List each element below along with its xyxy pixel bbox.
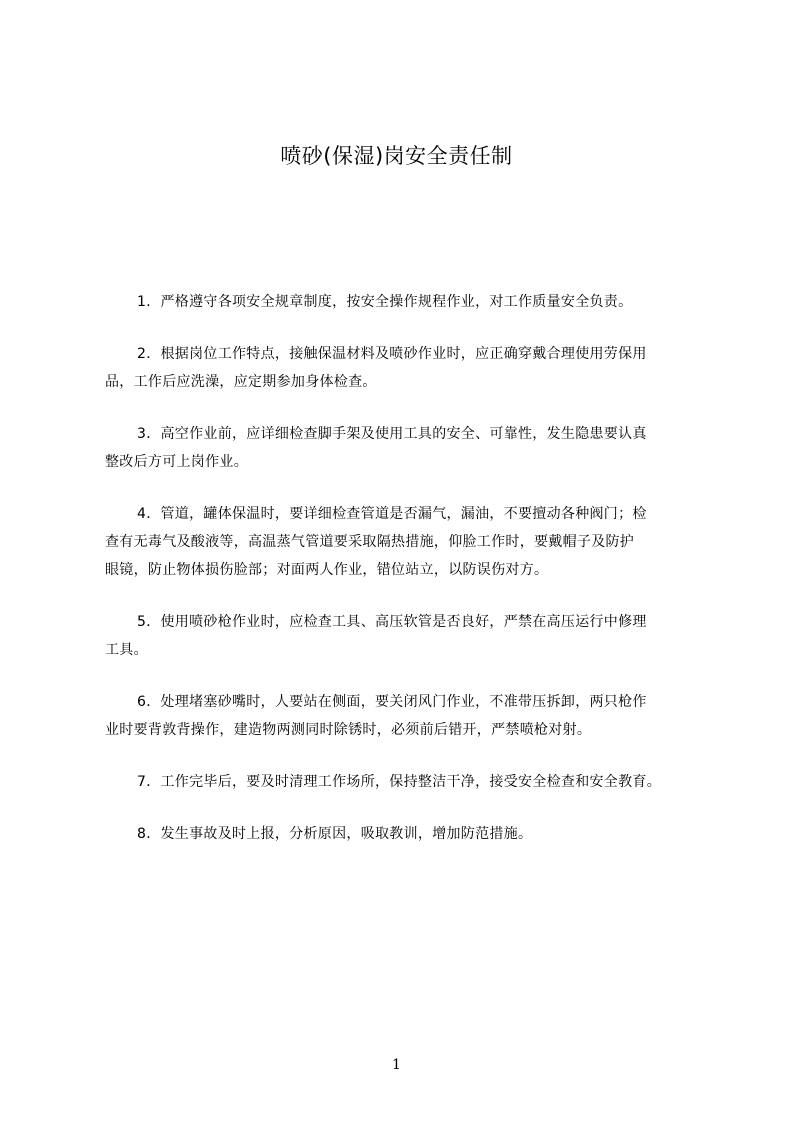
clause-line: 品，工作后应洗澡，应定期参加身体检查。: [105, 374, 377, 390]
clause-line: 7．工作完毕后，要及时清理工作场所，保持整洁干净，接受安全检查和安全教育。: [137, 774, 662, 790]
clause-line: 3．高空作业前，应详细检查脚手架及使用工具的安全、可靠性，发生隐患要认真: [137, 426, 647, 442]
clause-1: [105, 288, 715, 316]
document-title: 喷砂(保湿)岗安全责任制: [280, 144, 513, 168]
clause-8: [105, 820, 715, 848]
clause-line: 4．管道，罐体保温时，要详细检查管道是否漏气，漏油，不要擅动各种阀门；检: [137, 506, 647, 522]
clause-line: 5．使用喷砂枪作业时，应检查工具、高压软管是否良好，严禁在高压运行中修理: [137, 614, 647, 630]
clause-3: [105, 420, 715, 476]
clause-line: 1．严格遵守各项安全规章制度，按安全操作规程作业，对工作质量安全负责。: [137, 294, 633, 310]
clause-6: [105, 688, 715, 744]
clause-line: 工具。: [105, 642, 148, 658]
page-number: 1: [392, 1057, 401, 1073]
clause-list: [105, 288, 715, 872]
clause-line: 业时要背敦背操作，建造物两测同时除锈时，必须前后错开，严禁喷枪对射。: [105, 722, 592, 738]
clause-line: 6．处理堵塞砂嘴时，人要站在侧面，要关闭风门作业，不准带压拆卸，两只枪作: [137, 694, 647, 710]
clause-line: 眼镜，防止物体损伤脸部；对面两人作业，错位站立，以防误伤对方。: [105, 562, 549, 578]
clause-2: [105, 340, 715, 396]
clause-7: [105, 768, 715, 796]
clause-5: [105, 608, 715, 664]
clause-line: 2．根据岗位工作特点，接触保温材料及喷砂作业时，应正确穿戴合理使用劳保用: [137, 346, 647, 362]
clause-line: 整改后方可上岗作业。: [105, 454, 248, 470]
clause-line: 查有无毒气及酸液等，高温蒸气管道要采取隔热措施，仰脸工作时，要戴帽子及防护: [105, 534, 635, 550]
clause-line: 8．发生事故及时上报，分析原因，吸取教训，增加防范措施。: [137, 826, 533, 842]
clause-4: [105, 500, 715, 584]
